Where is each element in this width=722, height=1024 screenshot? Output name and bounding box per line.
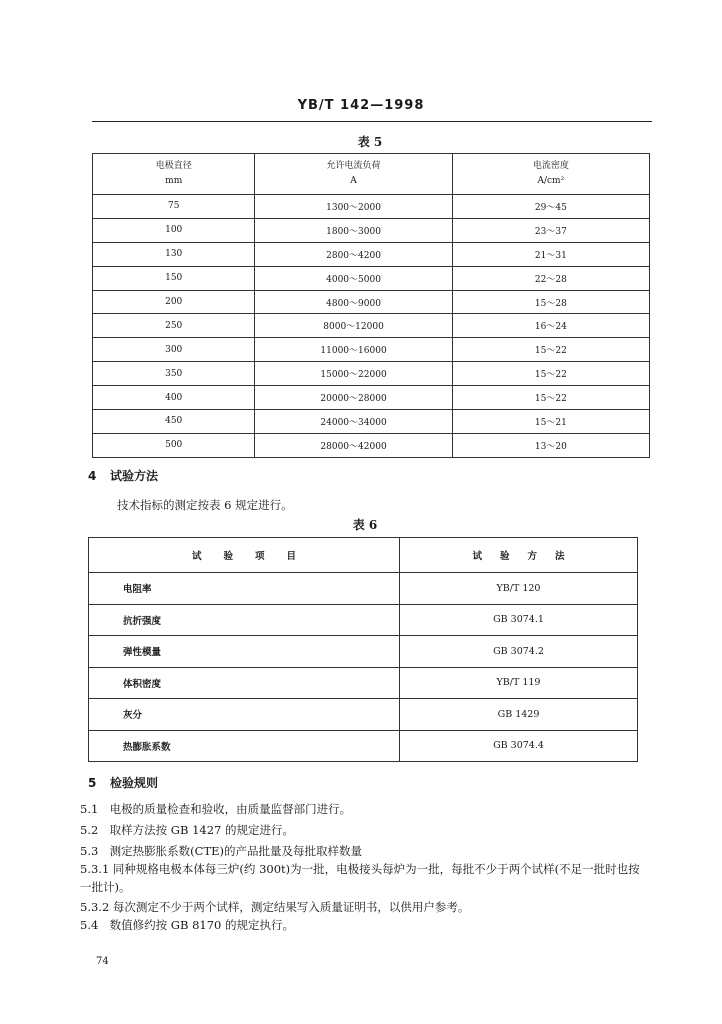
table6-cell-item: 抗折强度 [89,604,400,636]
table5-cell-density: 15～22 [452,386,649,410]
table6-row [89,730,638,762]
table6-row [89,604,638,636]
table5-cell-load: 15000～22000 [255,362,452,386]
clause-number: 5.3.1 [80,862,110,876]
header-rule [92,121,652,122]
table5-caption: 表 5 [357,135,383,149]
table5-cell-diameter: 150 [93,266,255,290]
table5-row [93,433,650,457]
table6-row [89,573,638,605]
table5-row [93,362,650,386]
header-label: 允许电流负荷 [326,161,381,171]
table5-cell-diameter: 350 [93,362,255,386]
table6-cell-item: 体积密度 [89,667,400,699]
table5-cell-density: 13～20 [452,433,649,457]
table5-cell-diameter: 130 [93,242,255,266]
table5-cell-density: 16～24 [452,314,649,338]
document-header: YB/T 142—1998 [297,98,425,113]
table6 [88,537,638,762]
table5-cell-diameter: 400 [93,386,255,410]
table5-cell-diameter: 300 [93,338,255,362]
header-unit: A/cm² [537,176,565,186]
section4-title: 试验方法 [110,469,159,483]
clause [80,916,650,934]
table5-cell-density: 22～28 [452,266,649,290]
table5-cell-density: 29～45 [452,195,649,219]
table5-cell-diameter: 100 [93,218,255,242]
table6-row [89,636,638,668]
clause-text: 数值修约按 GB 8170 的规定执行。 [109,918,295,932]
clause-number: 5.2 [80,823,99,837]
table5-cell-load: 1800～3000 [255,218,452,242]
table6-row [89,699,638,731]
table5-cell-diameter: 75 [93,195,255,219]
table5-cell-density: 15～28 [452,290,649,314]
clause [80,842,650,860]
clause-text: 同种规格电极本体每三炉(约 300t)为一批，电极接头每炉为一批，每批不少于两个试样(不足一批时也按一批计)。 [80,862,640,894]
table5-cell-diameter: 500 [93,433,255,457]
clause [80,821,650,839]
table6-cell-method: YB/T 120 [400,573,638,605]
table5-cell-load: 11000～16000 [255,338,452,362]
table5-header-density [452,154,649,195]
table6-cell-method: GB 3074.1 [400,604,638,636]
table6-cell-method: GB 3074.4 [400,730,638,762]
table5-row [93,314,650,338]
page-number: 74 [96,956,109,967]
table5 [92,153,650,458]
table5-cell-load: 1300～2000 [255,195,452,219]
table6-header-item: 试验项目 [89,538,400,573]
clause-number: 5.3.2 [80,900,110,914]
table5-cell-density: 23～37 [452,218,649,242]
table5-row [93,410,650,434]
table5-cell-load: 28000～42000 [255,433,452,457]
table6-cell-item: 灰分 [89,699,400,731]
table6-cell-item: 弹性模量 [89,636,400,668]
clause-text: 电极的质量检查和验收，由质量监督部门进行。 [109,802,352,816]
header-unit: mm [165,176,183,186]
table5-row [93,386,650,410]
table5-cell-load: 2800～4200 [255,242,452,266]
section5-heading [88,774,158,791]
clause-number: 5.4 [80,918,99,932]
table5-row [93,242,650,266]
table5-cell-diameter: 200 [93,290,255,314]
header-label: 电流密度 [532,161,569,171]
clause-number: 5.3 [80,844,99,858]
table5-header-diameter [93,154,255,195]
header-label: 电极直径 [155,161,192,171]
section4-number: 4 [88,469,97,483]
clause [80,898,650,916]
table5-row [93,218,650,242]
table5-cell-density: 21～31 [452,242,649,266]
table5-cell-diameter: 450 [93,410,255,434]
table5-cell-density: 15～22 [452,338,649,362]
clause-text: 取样方法按 GB 1427 的规定进行。 [109,823,295,837]
clause [80,800,650,818]
table5-row [93,338,650,362]
section4-heading [88,467,158,484]
section5-title: 检验规则 [110,776,159,790]
section5-number: 5 [88,776,97,790]
table6-header-method: 试验方法 [400,538,638,573]
table5-cell-density: 15～21 [452,410,649,434]
table5-cell-load: 4800～9000 [255,290,452,314]
table5-cell-density: 15～22 [452,362,649,386]
table5-row [93,195,650,219]
table6-cell-method: GB 3074.2 [400,636,638,668]
table6-cell-method: GB 1429 [400,699,638,731]
clause-text: 每次测定不少于两个试样，测定结果写入质量证明书，以供用户参考。 [112,900,470,914]
table6-caption: 表 6 [352,518,378,532]
clause [80,860,650,896]
table5-row [93,266,650,290]
clause-number: 5.1 [80,802,99,816]
table6-cell-item: 热膨胀系数 [89,730,400,762]
table5-row [93,290,650,314]
table6-row [89,667,638,699]
table5-cell-load: 8000～12000 [255,314,452,338]
table5-cell-load: 24000～34000 [255,410,452,434]
header-unit: A [350,176,357,186]
table5-cell-load: 4000～5000 [255,266,452,290]
clause-text: 测定热膨胀系数(CTE)的产品批量及每批取样数量 [109,844,362,858]
section4-intro: 技术指标的测定按表 6 规定进行。 [117,498,293,512]
table5-cell-load: 20000～28000 [255,386,452,410]
table6-cell-method: YB/T 119 [400,667,638,699]
table5-header-load [255,154,452,195]
table6-cell-item: 电阻率 [89,573,400,605]
table5-cell-diameter: 250 [93,314,255,338]
